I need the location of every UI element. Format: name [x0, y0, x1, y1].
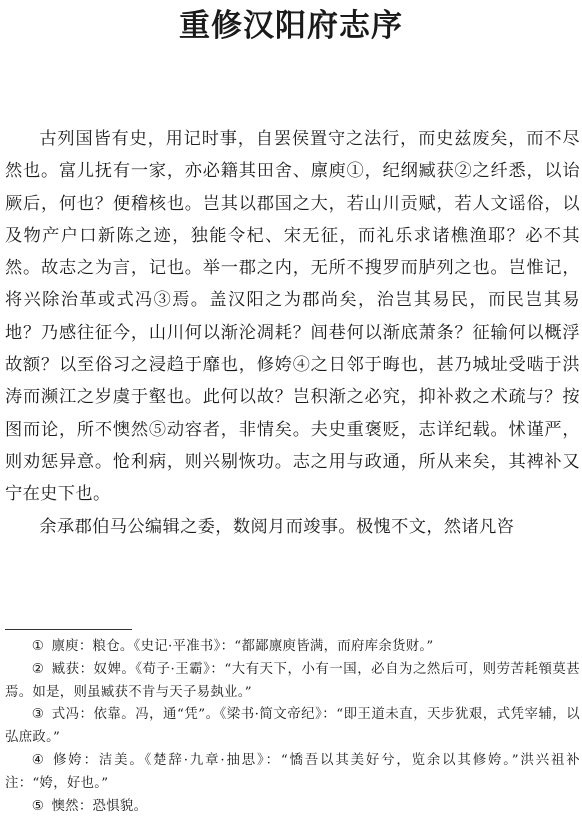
footnote-item: [5, 636, 580, 659]
preface-body: [5, 123, 580, 543]
footnote-marker: ③: [31, 707, 45, 723]
footnote-marker: ⑤: [31, 798, 45, 814]
footnote-divider: [5, 629, 132, 630]
footnote-item: [5, 796, 580, 819]
footnote-marker: ④: [31, 752, 46, 768]
footnote-text: 式冯：依靠。冯，通“凭”。《梁书·简文帝纪》：“即王道未直，天步犹艰，式凭宰辅，以弘庶政。”: [5, 707, 580, 746]
footnote-item: [5, 704, 580, 750]
footnote-text: 懊然：恐惧貌。: [51, 798, 148, 814]
footnote-marker: ①: [31, 639, 45, 654]
body-paragraph: 余承郡伯马公编辑之委，数阅月而竣事。极愧不文，然诸凡咨: [39, 516, 515, 537]
footnote-marker: ②: [31, 661, 45, 677]
footnote-text: 廪庾：粮仓。《史记·平准书》：“都鄙廪庾皆满，而府库余货财。”: [51, 639, 434, 654]
footnotes: [5, 636, 580, 818]
footnote-text: 臧获：奴婢。《荀子·王霸》：“大有天下，小有一国，必自为之然后可，则劳苦耗顇莫甚焉。如是，则虽臧获不肯与天子易埶业。”: [5, 661, 580, 700]
body-paragraph: 古列国皆有史，用记时事，自罢侯置守之法行，而史兹废矣，而不尽然也。富儿抚有一家，亦必籍其田舍、廪庾①，纪纲臧获②之纤悉，以诒厥后，何也？便稽核也。岂其以郡国之大，若山川贡赋，若人文谣俗，以及物产户口新陈之迹，独能令杞、宋无征，而礼乐求诸樵渔耶？必不其然。故志之为言，记也。举一郡之内，无所不搜罗而胪列之也。岂惟记，将兴除治革或式冯③焉。盖汉阳之为郡尚矣，治岂其易民，而民岂其易地？乃感往征今，山川何以渐沦凋耗？闾巷何以渐底萧条？征输何以概浮故额？以至俗习之浸趋于靡也，修姱④之日邻于晦也，甚乃城址受啮于洪涛而濒江之岁虞于壑也。此何以故？岂积渐之必究，抑补救之术疏与？按图而论，所不懊然⑤动容者，非情矣。夫史重褒贬，志详纪载。怵谨严，则劝惩异意。怆利病，则兴剔恢功。志之用与政通，所从来矣，其裨补又宁在史下也。: [5, 129, 580, 505]
footnote-item: [5, 659, 580, 705]
page-title: 重修汉阳府志序: [179, 8, 403, 44]
footnote-item: [5, 750, 580, 796]
footnote-text: 修姱：洁美。《楚辞·九章·抽思》：“憍吾以其美好兮，览余以其修姱。”洪兴祖补注：“姱，好也。”: [5, 752, 580, 791]
